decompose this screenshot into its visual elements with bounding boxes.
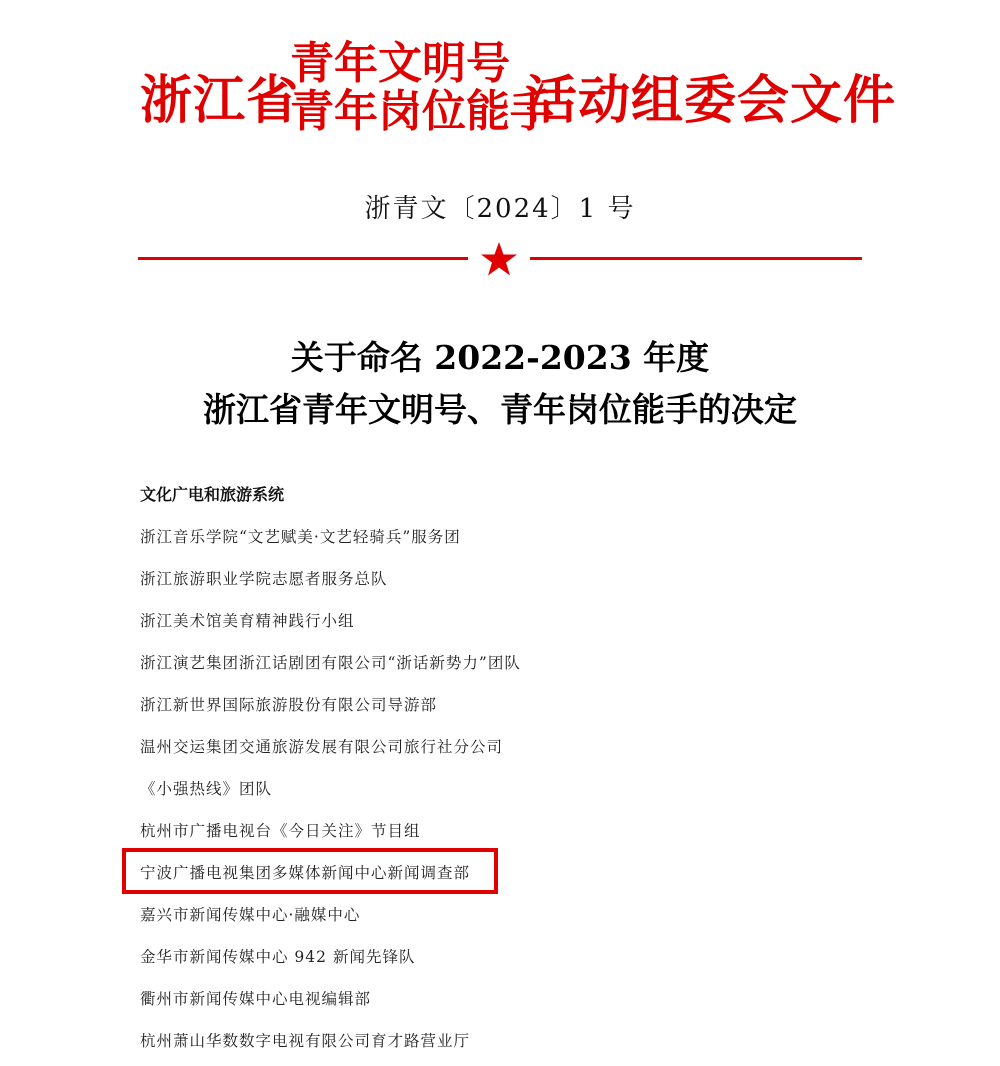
list-item: 浙江音乐学院“文艺赋美·文艺轻骑兵”服务团: [140, 528, 461, 546]
list-item: 温州交运集团交通旅游发展有限公司旅行社分公司: [140, 738, 504, 756]
list-item: 衢州市新闻传媒中心电视编辑部: [140, 990, 372, 1008]
list-item: 《小强热线》团队: [140, 780, 273, 798]
document-number: 浙青文〔2024〕1 号: [364, 194, 636, 224]
red-rule-left: [138, 257, 468, 260]
honoree-list: [140, 520, 521, 1066]
red-rule-right: [530, 257, 862, 260]
list-item: 浙江新世界国际旅游股份有限公司导游部: [140, 696, 438, 714]
list-item: 嘉兴市新闻传媒中心·融媒中心: [140, 906, 361, 924]
header-stacked-title: [290, 38, 554, 137]
document-title-line-2: 浙江省青年文明号、青年岗位能手的决定: [203, 390, 797, 429]
section-heading: 文化广电和旅游系统: [140, 485, 285, 504]
header-stack-line-2: 青年岗位能手: [290, 86, 554, 137]
highlight-box: [122, 848, 498, 894]
header-stack-line-1: 青年文明号: [290, 38, 510, 89]
star-icon: [480, 241, 518, 277]
list-item: 浙江美术馆美育精神践行小组: [140, 612, 355, 630]
header-committee: 活动组委会文件: [525, 70, 897, 131]
list-item: 杭州萧山华数数字电视有限公司育才路营业厅: [140, 1032, 471, 1050]
list-item: 浙江演艺集团浙江话剧团有限公司“浙话新势力”团队: [140, 654, 521, 672]
list-item: 浙江旅游职业学院志愿者服务总队: [140, 570, 388, 588]
header-province: 浙江省: [140, 70, 300, 131]
list-item-highlighted: 宁波广播电视集团多媒体新闻中心新闻调查部: [140, 864, 471, 882]
list-item: 金华市新闻传媒中心 942 新闻先锋队: [140, 948, 416, 966]
issuer-header: [140, 38, 897, 160]
list-item: 杭州市广播电视台《今日关注》节目组: [140, 822, 421, 840]
document-title-line-1: 关于命名 2022-2023 年度: [290, 338, 710, 377]
